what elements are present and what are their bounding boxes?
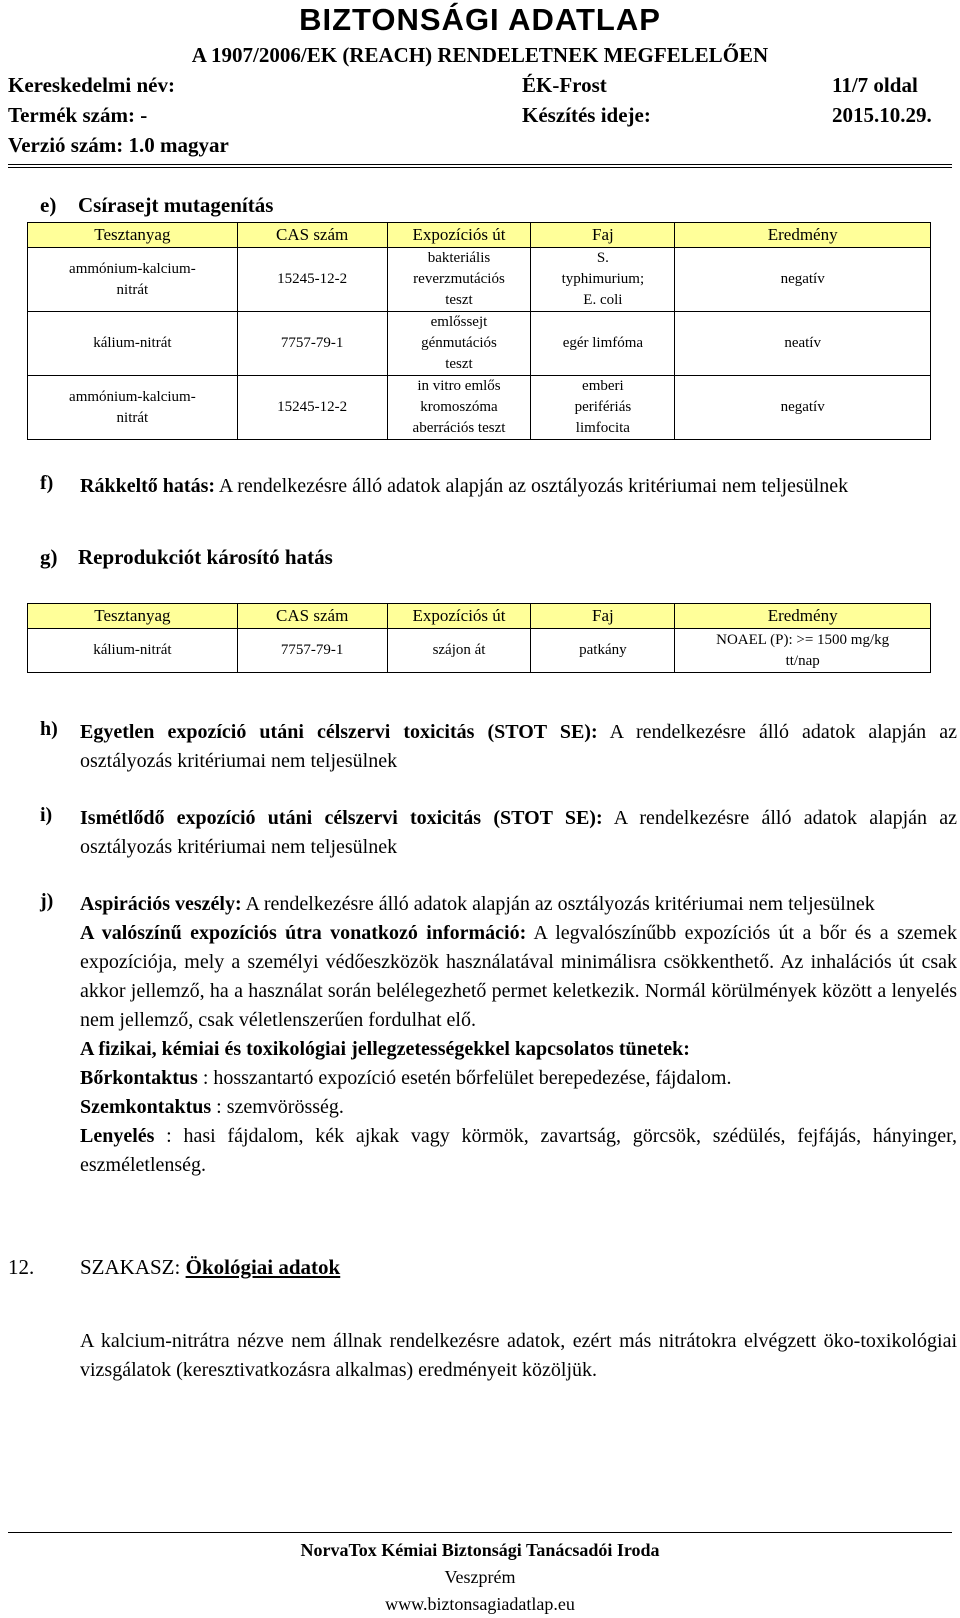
skin-contact-line [80, 1064, 957, 1093]
section-h-title: Egyetlen expozíció utáni célszervi toxicitás (STOT SE): [80, 721, 598, 743]
aspiration-paragraph [80, 890, 957, 919]
skin-contact-title: Bőrkontaktus [80, 1067, 198, 1089]
cell-substance: ammónium-kalcium- nitrát [28, 376, 238, 440]
section-e-label: e) [40, 193, 57, 217]
cell-species: patkány [531, 629, 675, 673]
section-h-text: A rendelkezésre álló adatok alapján az osztályozás kritériumai nem teljesülnek [80, 721, 957, 772]
page-info: 11/7 oldal [832, 73, 918, 97]
section-f-label: f) [40, 472, 54, 494]
table-header-row [28, 223, 931, 248]
section-i-title: Ismétlődő expozíció utáni célszervi toxicitás (STOT SE): [80, 807, 603, 829]
col-header-route: Expozíciós út [387, 604, 531, 629]
col-header-substance: Tesztanyag [28, 223, 238, 248]
cell-result: negatív [675, 248, 931, 312]
header-divider [8, 164, 952, 165]
table-row [28, 376, 931, 440]
table-row [28, 312, 931, 376]
footer-city: Veszprém [444, 1567, 516, 1587]
cell-species: egér limfóma [531, 312, 675, 376]
exposure-route-title: A valószínű expozíciós útra vonatkozó információ: [80, 922, 527, 944]
section-e-heading [40, 193, 273, 218]
cell-result: NOAEL (P): >= 1500 mg/kg tt/nap [675, 629, 931, 673]
footer-url: www.biztonsagiadatlap.eu [385, 1594, 575, 1614]
section-f-title: Rákkeltő hatás: [80, 475, 216, 497]
reproductive-table [27, 603, 931, 673]
symptoms-heading: A fizikai, kémiai és toxikológiai jellegzetességekkel kapcsolatos tünetek: [80, 1038, 690, 1060]
version-label: Verzió szám: 1.0 magyar [8, 133, 229, 157]
ingestion-line [80, 1122, 957, 1180]
trade-name-label: Kereskedelmi név: [8, 73, 175, 97]
table-header-row [28, 604, 931, 629]
cell-result: neatív [675, 312, 931, 376]
aspiration-text: A rendelkezésre álló adatok alapján az osztályozás kritériumai nem teljesülnek [241, 893, 875, 915]
aspiration-title: Aspirációs veszély: [80, 893, 242, 915]
exposure-route-text: A legvalószínűbb expozíciós út a bőr és a szemek expozíciója, mely a személyi védőeszközök használatával minimálisra csökkenthető. Az inhalációs út csak akkor jellemző, ha a használat során belélegezhető permet keletkezik. Normál körülmények között a lenyelés nem jellemző, csak véletlenszerűen fordulhat elő. [80, 922, 957, 1031]
cell-route: szájon át [387, 629, 531, 673]
header-divider-2 [8, 167, 952, 168]
cell-substance: ammónium-kalcium- nitrát [28, 248, 238, 312]
cell-result: negatív [675, 376, 931, 440]
section-g-label: g) [40, 545, 58, 569]
section-12-number: 12. [8, 1255, 35, 1279]
cell-substance: kálium-nitrát [28, 312, 238, 376]
trade-name-value: ÉK-Frost [522, 73, 607, 97]
section-12-title: Ökológiai adatok [185, 1255, 341, 1279]
cell-substance: kálium-nitrát [28, 629, 238, 673]
ingestion-text: : hasi fájdalom, kék ajkak vagy körmök, zavartság, görcsök, szédülés, fejfájás, hányinger, eszméletlenség. [80, 1125, 957, 1176]
document-subtitle: A 1907/2006/EK (REACH) RENDELETNEK MEGFELELŐEN [191, 43, 769, 67]
ingestion-title: Lenyelés [80, 1125, 155, 1147]
cell-route: in vitro emlős kromoszóma aberrációs teszt [387, 376, 531, 440]
section-f-paragraph [80, 472, 957, 501]
footer [0, 1537, 960, 1618]
section-h-label: h) [40, 718, 58, 740]
cell-species: emberi perifériás limfocita [531, 376, 675, 440]
section-i-label: i) [40, 804, 53, 826]
eye-contact-line [80, 1093, 957, 1122]
cell-cas: 7757-79-1 [237, 312, 387, 376]
section-i-text: A rendelkezésre álló adatok alapján az osztályozás kritériumai nem teljesülnek [80, 807, 957, 858]
section-j-label: j) [40, 890, 54, 912]
cell-cas: 7757-79-1 [237, 629, 387, 673]
skin-contact-text: : hosszantartó expozíció esetén bőrfelület berepedezése, fájdalom. [197, 1067, 732, 1089]
section-12-prefix: SZAKASZ: [80, 1255, 186, 1279]
col-header-cas: CAS szám [237, 604, 387, 629]
created-label: Készítés ideje: [522, 103, 651, 127]
created-value: 2015.10.29. [832, 103, 932, 127]
table-row [28, 248, 931, 312]
col-header-species: Faj [531, 604, 675, 629]
col-header-result: Eredmény [675, 604, 931, 629]
footer-organization: NorvaTox Kémiai Biztonsági Tanácsadói Iroda [300, 1540, 660, 1560]
exposure-route-paragraph [80, 919, 957, 1035]
cell-cas: 15245-12-2 [237, 248, 387, 312]
cell-cas: 15245-12-2 [237, 376, 387, 440]
document-title: BIZTONSÁGI ADATLAP [299, 2, 661, 37]
section-e-title: Csírasejt mutagenítás [78, 193, 274, 217]
footer-divider [8, 1532, 952, 1533]
section-j-paragraph [80, 890, 957, 1180]
col-header-substance: Tesztanyag [28, 604, 238, 629]
cell-route: bakteriális reverzmutációs teszt [387, 248, 531, 312]
col-header-cas: CAS szám [237, 223, 387, 248]
section-12-heading [80, 1255, 340, 1280]
eye-contact-title: Szemkontaktus [80, 1096, 212, 1118]
table-row [28, 629, 931, 673]
col-header-species: Faj [531, 223, 675, 248]
section-i-paragraph [80, 804, 957, 862]
section-h-paragraph [80, 718, 957, 776]
section-g-title: Reprodukciót károsító hatás [78, 545, 333, 569]
mutagenicity-table [27, 222, 931, 440]
cell-species: S. typhimurium; E. coli [531, 248, 675, 312]
col-header-route: Expozíciós út [387, 223, 531, 248]
eye-contact-text: : szemvörösség. [211, 1096, 344, 1118]
cell-route: emlőssejt génmutációs teszt [387, 312, 531, 376]
section-12-paragraph: A kalcium-nitrátra nézve nem állnak rendelkezésre adatok, ezért más nitrátokra elvégzett öko-toxikológiai vizsgálatok (keresztivatkozásra alkalmas) eredményeit közöljük. [80, 1330, 957, 1381]
col-header-result: Eredmény [675, 223, 931, 248]
section-g-heading [40, 545, 333, 570]
product-number: Termék szám: - [8, 103, 148, 127]
section-f-text: A rendelkezésre álló adatok alapján az osztályozás kritériumai nem teljesülnek [215, 475, 849, 497]
